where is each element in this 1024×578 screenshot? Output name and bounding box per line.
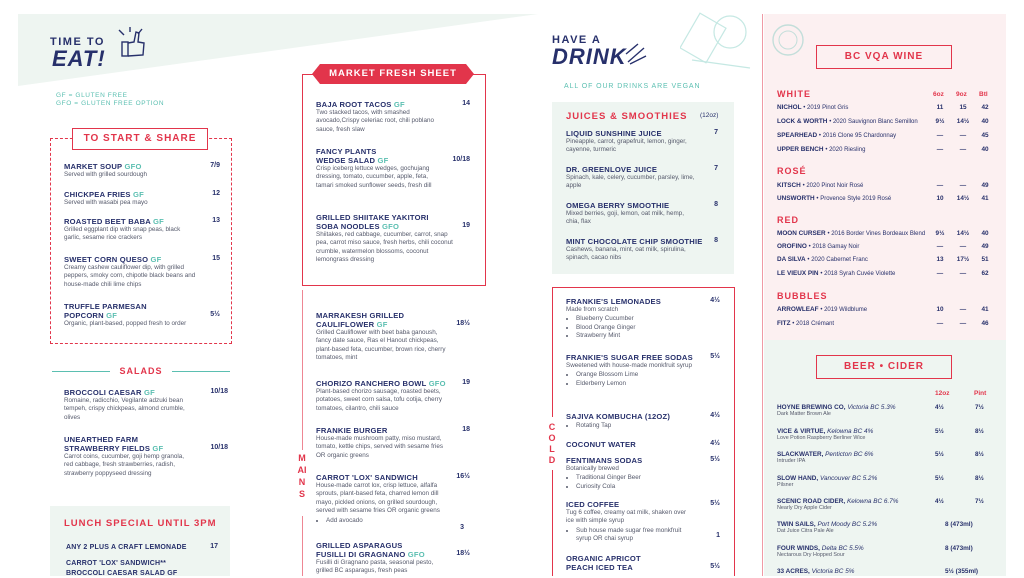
beer-place: Victoria BC 5%: [811, 568, 855, 575]
bullet: • Sub house made sugar free monkfruit syrup OR chai syrup: [576, 527, 686, 543]
starters-title: TO START & SHARE: [72, 128, 208, 150]
item-name: FRANKIE'S SUGAR FREE SODAS: [566, 353, 693, 362]
wine-btl: 40: [981, 146, 989, 153]
wine-6oz: —: [936, 320, 944, 327]
item-tag: GF: [106, 311, 118, 320]
item-price: 15: [212, 255, 220, 262]
starter-item: [64, 190, 220, 207]
item-price: 7: [714, 165, 718, 172]
wine-name: MOON CURSER: [777, 230, 826, 237]
wine-9oz: —: [959, 182, 967, 189]
beer-place: Victoria BC 5.3%: [847, 404, 896, 411]
item-desc: Sweetened with house-made monkfruit syrup: [566, 362, 693, 369]
wine-btl: 49: [981, 243, 989, 250]
wine-name: LE VIEUX PIN: [777, 270, 819, 277]
wine-9oz: —: [959, 320, 967, 327]
cold-frame-left-bottom: [552, 470, 553, 576]
cold-item: [566, 353, 720, 388]
item-desc: Spinach, kale, celery, cucumber, parsley, lime, apple: [566, 174, 695, 190]
beer-name: FOUR WINDS,: [777, 545, 820, 552]
wine-btl: 62: [981, 270, 989, 277]
sub-price: 1: [716, 532, 720, 539]
beer-12oz: 5½: [935, 451, 944, 458]
item-price: 8: [714, 201, 718, 208]
wine-row: [777, 118, 989, 130]
wine-9oz: —: [959, 270, 967, 277]
wine-row: [777, 270, 989, 282]
item-price: 10/18: [452, 156, 470, 163]
beer-place: Kelowna BC 6.7%: [846, 498, 899, 505]
item-price: 10/18: [210, 388, 228, 395]
item-name: UNEARTHED FARM: [64, 435, 139, 444]
item-tag: GFO: [124, 162, 142, 171]
item-price: 7/9: [210, 162, 220, 169]
item-desc: Organic, plant-based, popped fresh to order: [64, 320, 187, 327]
item-name: MARRAKESH GRILLED: [316, 311, 405, 320]
item-price: 19: [462, 222, 470, 229]
wine-row: [777, 195, 989, 207]
market-title-text: MARKET FRESH SHEET: [329, 68, 457, 79]
beer-desc: Dark Matter Brown Ale: [777, 411, 831, 417]
wine-btl: 45: [981, 132, 989, 139]
item-desc: Mixed berries, goji, lemon, oat milk, hemp, chia, flax: [566, 210, 684, 226]
beer-place: Kelowna BC 4%: [827, 428, 874, 435]
item-price: 12: [212, 190, 220, 197]
item-tag: GF: [150, 255, 162, 264]
item-price: 4½: [710, 440, 720, 447]
cold-frame-left: [552, 287, 553, 417]
item-name: CHORIZO RANCHERO BOWL: [316, 379, 427, 388]
item-desc: Creamy cashew cauliflower dip, with grilled peppers, smoky corn, chipotle black beans and house-made chili lime chips: [64, 264, 196, 288]
cold-frame-top: [552, 287, 734, 288]
wine-detail: • 2016 Border Vines Bordeaux Blend: [827, 231, 926, 237]
thumbs-up-icon: [116, 26, 150, 69]
wine-detail: • 2016 Clone 95 Chardonnay: [818, 133, 897, 139]
beer-name: VICE & VIRTUE,: [777, 428, 826, 435]
bullet: • Curiosity Cola: [576, 483, 720, 491]
item-name: ORGANIC APRICOT: [566, 554, 641, 563]
cold-item: [566, 554, 720, 572]
beer-desc: Nectarous Dry Hopped Sour: [777, 552, 845, 558]
beer-12oz: 4½: [935, 498, 944, 505]
beer-desc: Dat Juice Citra Pale Ale: [777, 528, 834, 534]
drink-title: DRINK: [552, 44, 627, 69]
beer-row: [777, 451, 999, 464]
beer-name: SLOW HAND,: [777, 475, 819, 482]
bullet: • Blood Orange Ginger: [576, 324, 720, 332]
item-name: ICED COFFEE: [566, 500, 620, 509]
item-name: COCONUT WATER: [566, 440, 636, 449]
item-desc: Two stacked tacos, with smashed avocado,Crispy celeriac root, chili poblano sauce, fresh slaw: [316, 109, 434, 133]
wine-row: [777, 182, 989, 194]
item-price: 4½: [710, 412, 720, 419]
item-name: BROCCOLI CAESAR: [64, 388, 142, 397]
lunch-line3: BROCCOLI CAESAR SALAD GF: [66, 570, 178, 577]
beer-row: [777, 568, 999, 575]
stamp-graphic: [680, 12, 760, 72]
salad-item: [64, 435, 228, 478]
main-item: [316, 379, 470, 413]
item-tag: GFO: [407, 550, 425, 559]
wine-6oz: 10: [936, 306, 944, 313]
vegan-note: ALL OF OUR DRINKS ARE VEGAN: [564, 83, 701, 90]
item-tag: GF: [152, 217, 164, 226]
beer-place: Port Moody BC 5.2%: [817, 521, 878, 528]
item-desc: Fusilli di Gragnano pasta, seasonal pesto, grilled BC asparagus, fresh peas: [316, 559, 434, 575]
item-desc: Shiitakes, red cabbage, cucumber, carrot, snap pea, carrot miso sauce, fresh herbs, chili coconut crumble, watermelon blossoms, coconut lemongrass dressing: [316, 231, 453, 264]
item-desc: Romaine, radicchio, Vegilante adzuki bean tempeh, crispy chickpeas, almond crumble, olives: [64, 397, 185, 421]
item-price: 5½: [710, 456, 720, 463]
beer-row: [777, 545, 999, 558]
salads-rule-right: [172, 371, 230, 372]
beer-place: Vancouver BC 5.2%: [819, 475, 878, 482]
wine-name: OROFINO: [777, 243, 807, 250]
cold-item: [566, 456, 720, 491]
juice-item: [566, 237, 718, 263]
item-tag: GFO: [382, 222, 400, 231]
item-price: 7: [714, 129, 718, 136]
item-name-2: FUSILLI DI GRAGNANO: [316, 550, 406, 559]
item-desc: Carrot coins, cucumber, goji hemp granola, red cabbage, fresh strawberries, radish, strawberry poppyseed dressing: [64, 453, 185, 477]
wine-9oz: 14½: [956, 195, 970, 202]
wine-btl: 49: [981, 182, 989, 189]
market-item: [316, 100, 470, 134]
mains-rule-top: [302, 290, 303, 450]
item-name-2: WEDGE SALAD: [316, 156, 376, 165]
wine-detail: • 2018 Gamay Noir: [808, 244, 860, 250]
wine-col-btl: Btl: [979, 91, 988, 98]
cold-item: [566, 440, 720, 449]
item-price: 5½: [710, 563, 720, 570]
wine-detail: • 2018 Syrah Cuvée Violette: [820, 271, 896, 277]
beer-pint: 8½: [975, 428, 984, 435]
main-item: [316, 541, 470, 576]
cold-label: [547, 422, 557, 466]
wine-detail: • 2020 Cabernet Franc: [807, 257, 868, 263]
wine-btl: 42: [981, 104, 989, 111]
beer-row: [777, 498, 999, 511]
item-name: FRANKIE'S LEMONADES: [566, 297, 662, 306]
item-name: ROASTED BEET BABA: [64, 217, 151, 226]
beer-12oz: 4½: [935, 404, 944, 411]
beer-place: Penticton BC 6%: [825, 451, 874, 458]
beer-place: Delta BC 5.5%: [821, 545, 864, 552]
item-name: FRANKIE BURGER: [316, 426, 388, 435]
wine-btl: 46: [981, 320, 989, 327]
wine-detail: • 2019 Wildblume: [820, 307, 868, 313]
item-price: 5½: [710, 353, 720, 360]
item-tag: GF: [377, 156, 389, 165]
bullet: • Rotating Tap: [576, 422, 720, 430]
wine-name: UNSWORTH: [777, 195, 815, 202]
mains-rule-bottom: [302, 516, 303, 576]
wine-group-bubbles: BUBBLES: [777, 291, 828, 301]
item-desc: Botanically brewed: [566, 465, 619, 472]
wine-9oz: 17½: [956, 256, 970, 263]
beer-desc: Nearly Dry Apple Cider: [777, 505, 832, 511]
beer-desc: Pilsner: [777, 482, 794, 488]
wine-row: [777, 306, 989, 318]
wine-group-rose: ROSÉ: [777, 166, 807, 176]
wine-6oz: 9½: [935, 230, 945, 237]
wine-6oz: —: [936, 146, 944, 153]
beer-name: HOYNE BREWING CO,: [777, 404, 846, 411]
item-desc: Plant-based chorizo sausage, roasted beets, potatoes, sweet corn salsa, tofu cotija, cherry tomatoes, cilantro, chili sauce: [316, 388, 442, 412]
cold-label-text: COLD: [548, 422, 556, 465]
wine-row: [777, 256, 989, 268]
wine-group-red: RED: [777, 215, 800, 225]
item-desc: Tug 6 coffee, creamy oat milk, shaken over ice with simple syrup: [566, 509, 687, 525]
item-desc: Served with wasabi pea mayo: [64, 199, 148, 206]
item-name: SWEET CORN QUESO: [64, 255, 149, 264]
legend-gf: GF = GLUTEN FREE: [56, 92, 128, 99]
item-price: 5½: [210, 311, 220, 318]
item-desc: Crisp iceberg lettuce wedges, gochujang dressing, tomato, cucumber, apple, feta, tamari smoked sunflower seeds, fresh dill: [316, 165, 432, 189]
item-name: DR. GREENLOVE JUICE: [566, 165, 658, 174]
bullet: • Traditional Ginger Beer: [576, 474, 720, 482]
item-tag: GFO: [428, 379, 446, 388]
wine-detail: • 2019 Pinot Gris: [803, 105, 849, 111]
beer-name: SLACKWATER,: [777, 451, 824, 458]
wine-9oz: 14½: [956, 118, 970, 125]
wine-name: ARROWLEAF: [777, 306, 819, 313]
item-price: 14: [462, 100, 470, 107]
wine-9oz: 14½: [956, 230, 970, 237]
beer-12oz: 8 (473ml): [945, 545, 973, 552]
wine-6oz: 10: [936, 195, 944, 202]
item-name: FENTIMANS SODAS: [566, 456, 643, 465]
eat-title: EAT!: [52, 46, 106, 71]
salads-rule-left: [52, 371, 110, 372]
beer-12oz: 5½: [935, 475, 944, 482]
sparkle-icon: [624, 42, 648, 71]
wine-9oz: —: [959, 132, 967, 139]
item-desc: Served with grilled sourdough: [64, 171, 147, 178]
market-item: [316, 213, 470, 265]
item-name-2: POPCORN: [64, 311, 104, 320]
item-price: 13: [212, 217, 220, 224]
beer-pint: 8½: [975, 475, 984, 482]
item-name: CHICKPEA FRIES: [64, 190, 131, 199]
beer-row: [777, 521, 999, 534]
item-name-2: CAULIFLOWER: [316, 320, 375, 329]
wine-detail: • 2020 Riesling: [825, 147, 866, 153]
beer-12oz: 5½: [935, 428, 944, 435]
item-name: TRUFFLE PARMESAN: [64, 302, 147, 311]
item-price: 5½: [710, 500, 720, 507]
bullet: • Strawberry Mint: [576, 332, 720, 340]
item-name: GRILLED SHIITAKE YAKITORI: [316, 213, 429, 222]
wine-btl: 40: [981, 118, 989, 125]
item-name: LIQUID SUNSHINE JUICE: [566, 129, 662, 138]
mains-label: [297, 452, 307, 500]
item-price: 19: [462, 379, 470, 386]
addon-price: 3: [460, 524, 464, 531]
wine-6oz: —: [936, 243, 944, 250]
beer-col-pint: Pint: [974, 390, 987, 397]
bullet: • Elderberry Lemon: [576, 380, 720, 388]
wine-detail: • 2020 Pinot Noir Rosé: [802, 183, 864, 189]
main-item: [316, 473, 470, 531]
legend-gfo: GFO = GLUTEN FREE OPTION: [56, 100, 165, 107]
item-desc: House-made mushroom patty, miso mustard, tomato, kettle chips, served with sesame fries OR organic greens: [316, 435, 444, 459]
wine-row: [777, 146, 989, 158]
beer-row: [777, 428, 999, 441]
item-tag: GF: [132, 190, 144, 199]
cold-frame-right: [734, 287, 735, 576]
lunch-title: LUNCH SPECIAL UNTIL 3PM: [64, 518, 217, 529]
beer-desc: Intruder IPA: [777, 458, 806, 464]
wine-6oz: —: [936, 270, 944, 277]
lunch-line1-price: 17: [210, 543, 218, 550]
beer-name: 33 ACRES,: [777, 568, 810, 575]
have-a-label: HAVE A: [552, 34, 602, 46]
juices-size: (12oz): [700, 112, 719, 119]
wine-9oz: 15: [959, 104, 967, 111]
wine-btl: 51: [981, 256, 989, 263]
bullet: • Blueberry Cucumber: [576, 315, 720, 323]
corner-stamp: [768, 20, 808, 60]
starter-item: [64, 255, 220, 289]
wine-btl: 41: [981, 195, 989, 202]
item-desc: Pineapple, carrot, grapefruit, lemon, ginger, cayenne, turmeric: [566, 138, 687, 154]
item-price: 10/18: [210, 444, 228, 451]
wine-detail: • 2020 Sauvignon Blanc Semillon: [829, 119, 918, 125]
wine-name: LOCK & WORTH: [777, 118, 828, 125]
item-desc: Grilled Cauliflower with beet baba ganoush, fancy date sauce, Ras el Hanout chickpeas, plant-based feta, cucumber, brown rice, cherry tomatoes, mint: [316, 329, 446, 362]
item-name: FANCY PLANTS: [316, 147, 377, 156]
item-desc: House-made carrot lox, crisp lettuce, alfalfa sprouts, plant-based feta, charred lemon dill mayo, pickled onions, on grilled sourdough, served with sesame fries OR organic greens: [316, 482, 440, 515]
mains-label-text: MAINS: [297, 453, 307, 499]
wine-6oz: 11: [936, 104, 944, 111]
market-item: [316, 147, 470, 190]
item-name: BAJA ROOT TACOS: [316, 100, 392, 109]
wine-6oz: —: [936, 132, 944, 139]
item-desc: Made from scratch: [566, 306, 619, 313]
wine-6oz: 13: [936, 256, 944, 263]
item-name: MINT CHOCOLATE CHIP SMOOTHIE: [566, 237, 703, 246]
item-name: CARROT 'LOX' SANDWICH: [316, 473, 418, 482]
wine-detail: • Provence Style 2019 Rosé: [816, 196, 892, 202]
cold-item: [566, 297, 720, 340]
wine-name: NICHOL: [777, 104, 802, 111]
wine-row: [777, 132, 989, 144]
wine-row: [777, 243, 989, 255]
juice-item: [566, 129, 718, 155]
item-name: MARKET SOUP: [64, 162, 123, 171]
cold-item: [566, 412, 720, 430]
item-price: 4½: [710, 297, 720, 304]
right-divider: [762, 14, 763, 576]
beer-desc: Love Potion Raspberry Berliner Wice: [777, 435, 866, 441]
wine-group-white: WHITE: [777, 89, 811, 99]
wine-row: [777, 320, 989, 332]
beer-pint: 7½: [975, 404, 984, 411]
wine-name: FITZ: [777, 320, 791, 327]
wine-9oz: —: [959, 306, 967, 313]
wine-6oz: —: [936, 182, 944, 189]
bullet: • Orange Blossom Lime: [576, 371, 720, 379]
item-price: 18½: [456, 550, 470, 557]
cold-item: [566, 500, 720, 543]
starter-item: [64, 217, 220, 243]
item-price: 18½: [456, 320, 470, 327]
wine-9oz: —: [959, 243, 967, 250]
item-desc: Cashews, banana, mint, oat milk, spirulina, spinach, cacao nibs: [566, 246, 686, 262]
juice-item: [566, 201, 718, 227]
wine-col-6oz: 6oz: [933, 91, 944, 98]
salads-title: SALADS: [119, 366, 163, 376]
item-name-2: SOBA NOODLES: [316, 222, 380, 231]
item-name-2: PEACH ICED TEA: [566, 563, 633, 572]
item-name: OMEGA BERRY SMOOTHIE: [566, 201, 670, 210]
item-desc: Grilled eggplant dip with snap peas, black garlic, sesame rice crackers: [64, 226, 181, 242]
beer-title: BEER • CIDER: [816, 355, 952, 379]
starter-item: [64, 162, 220, 179]
item-name: SAJIVA KOMBUCHA (12OZ): [566, 412, 671, 421]
item-tag: GF: [376, 320, 388, 329]
beer-name: TWIN SAILS,: [777, 521, 816, 528]
beer-12oz: 5½ (355ml): [945, 568, 979, 575]
beer-row: [777, 404, 999, 417]
wine-btl: 41: [981, 306, 989, 313]
item-tag: GF: [152, 444, 164, 453]
beer-col-12oz: 12oz: [935, 390, 950, 397]
lunch-line1: ANY 2 PLUS A CRAFT LEMONADE: [66, 544, 187, 551]
item-name-2: STRAWBERRY FIELDS: [64, 444, 151, 453]
item-tag: GF: [144, 388, 155, 397]
main-item: [316, 311, 470, 363]
item-name: GRILLED ASPARAGUS: [316, 541, 403, 550]
wine-9oz: —: [959, 146, 967, 153]
beer-12oz: 8 (473ml): [945, 521, 973, 528]
juice-item: [566, 165, 718, 191]
wine-name: DA SILVA: [777, 256, 806, 263]
beer-pint: 8½: [975, 451, 984, 458]
beer-name: SCENIC ROAD CIDER,: [777, 498, 846, 505]
wine-row: [777, 230, 989, 242]
wine-col-9oz: 9oz: [956, 91, 967, 98]
juices-title: JUICES & SMOOTHIES: [566, 111, 688, 122]
wine-name: UPPER BENCH: [777, 146, 824, 153]
item-tag: GF: [393, 100, 405, 109]
time-to-label: TIME TO: [50, 36, 105, 48]
starter-item: [64, 302, 220, 328]
beer-pint: 7½: [975, 498, 984, 505]
wine-btl: 40: [981, 230, 989, 237]
wine-detail: • 2018 Crémant: [792, 321, 835, 327]
wine-name: KITSCH: [777, 182, 801, 189]
item-price: 16½: [456, 473, 470, 480]
lunch-line2: CARROT 'LOX' SANDWICH**: [66, 560, 167, 567]
addon-text: • Add avocado: [326, 517, 470, 525]
main-item: [316, 426, 470, 460]
wine-name: SPEARHEAD: [777, 132, 818, 139]
wine-6oz: 9½: [935, 118, 945, 125]
wine-row: [777, 104, 989, 116]
salad-item: [64, 388, 228, 422]
beer-row: [777, 475, 999, 488]
item-price: 18: [462, 426, 470, 433]
wine-title: BC VQA WINE: [816, 45, 952, 69]
item-price: 8: [714, 237, 718, 244]
